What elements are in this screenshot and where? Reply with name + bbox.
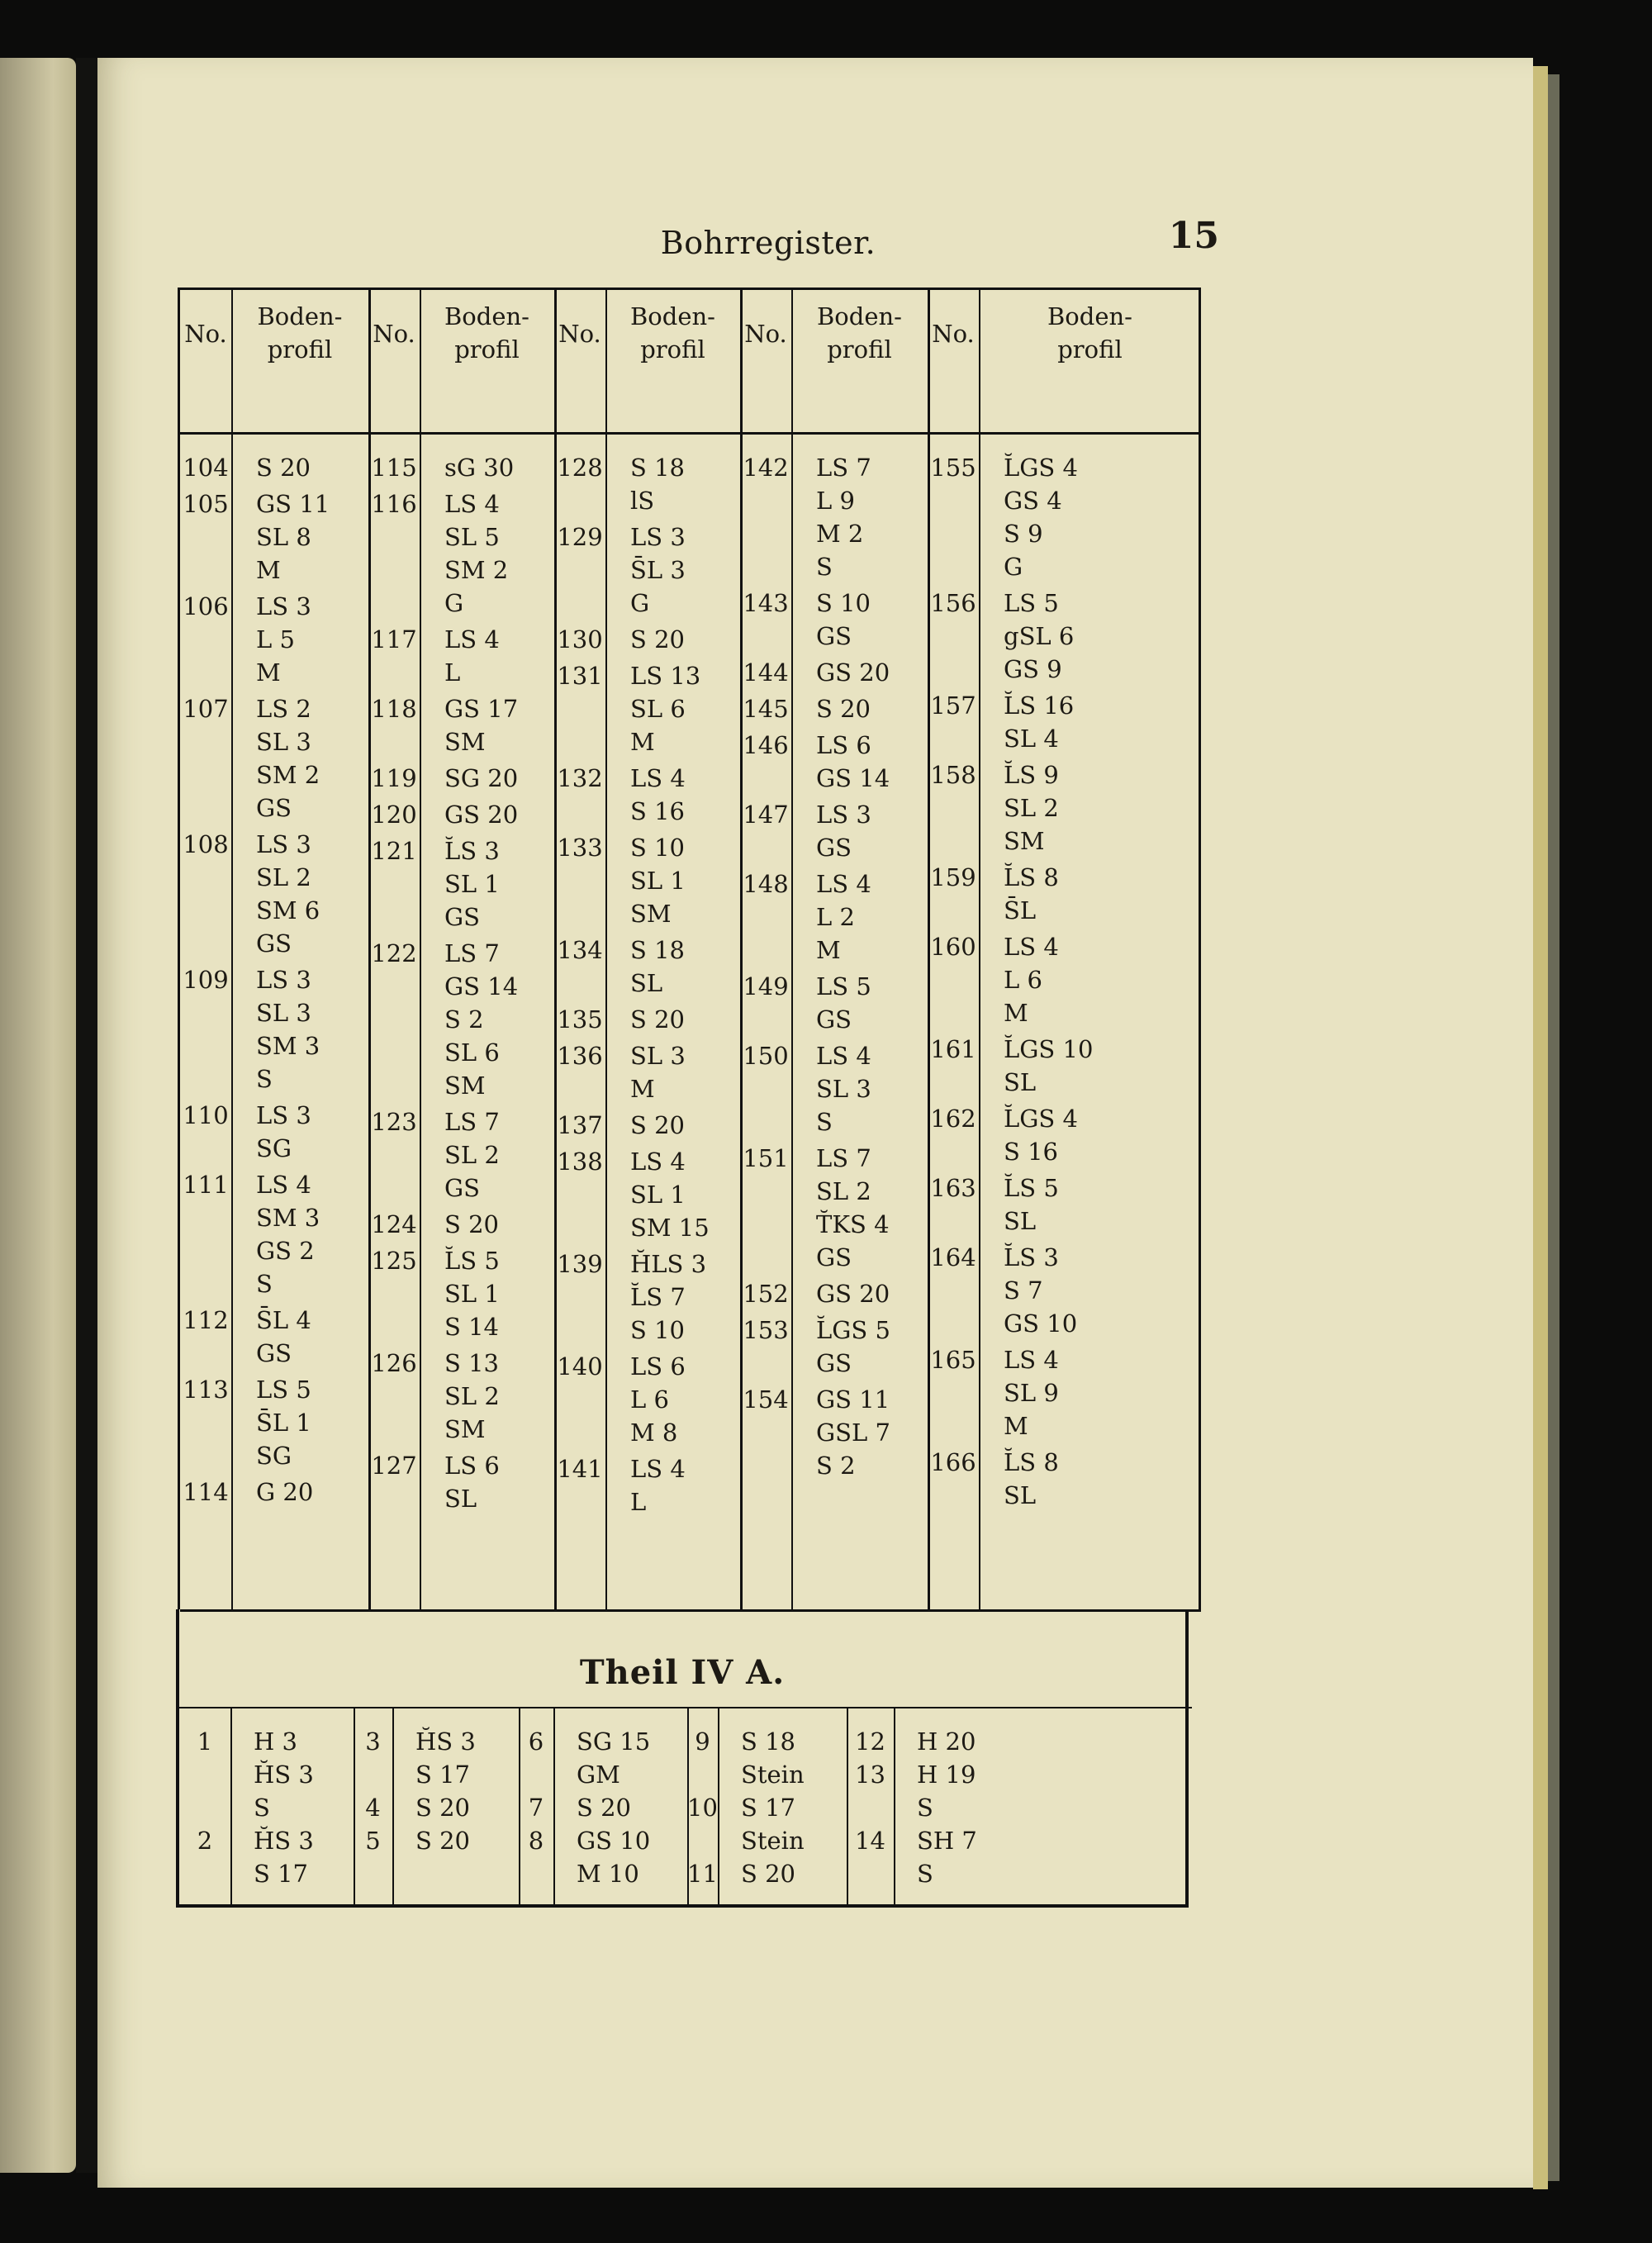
soil-profile-entry: GS 20 bbox=[444, 801, 519, 829]
soil-profile-entry: S 20 bbox=[577, 1794, 631, 1822]
page-number: 15 bbox=[1168, 215, 1219, 257]
soil-profile-entry: S 20 bbox=[444, 1210, 499, 1238]
boring-number: 144 bbox=[743, 658, 789, 687]
soil-profile-entry: SL 6 bbox=[630, 695, 686, 723]
boring-number: 105 bbox=[183, 490, 229, 518]
soil-profile-entry: Stein bbox=[741, 1761, 805, 1789]
column-rule bbox=[231, 290, 233, 1612]
soil-profile-entry: S 17 bbox=[415, 1761, 470, 1789]
soil-profile-entry: GS bbox=[256, 929, 292, 958]
soil-profile-entry: L̆S 8 bbox=[1004, 1448, 1059, 1476]
theil-rule bbox=[179, 1707, 1192, 1708]
soil-profile-entry: L 5 bbox=[256, 625, 295, 653]
boring-number: 153 bbox=[743, 1316, 789, 1344]
soil-profile-entry: S 14 bbox=[444, 1313, 499, 1341]
soil-profile-entry: M bbox=[630, 1075, 655, 1103]
soil-profile-entry: SM bbox=[1004, 827, 1045, 855]
soil-profile-entry: G bbox=[1004, 553, 1023, 581]
soil-profile-entry: GS 10 bbox=[577, 1827, 651, 1855]
boring-number: 163 bbox=[930, 1174, 976, 1202]
boring-number: 8 bbox=[528, 1827, 544, 1855]
boring-number: 154 bbox=[743, 1385, 789, 1414]
page-edge-right bbox=[1533, 66, 1548, 2189]
soil-profile-entry: sG 30 bbox=[444, 454, 515, 482]
soil-profile-entry: SM bbox=[630, 900, 672, 928]
book-gutter bbox=[76, 58, 99, 2173]
soil-profile-entry: SL 1 bbox=[444, 870, 500, 898]
soil-profile-entry: SM 3 bbox=[256, 1204, 320, 1232]
soil-profile-entry: GS 17 bbox=[444, 695, 519, 723]
soil-profile-entry: SL 8 bbox=[256, 523, 311, 551]
soil-profile-entry: S̄L 3 bbox=[630, 556, 686, 584]
boring-number: 2 bbox=[197, 1827, 213, 1855]
soil-profile-entry: LS 2 bbox=[256, 695, 311, 723]
boring-number: 146 bbox=[743, 731, 789, 759]
header-no: No. bbox=[744, 320, 787, 348]
soil-profile-entry: SM 2 bbox=[444, 556, 509, 584]
soil-profile-entry: G bbox=[444, 589, 464, 617]
soil-profile-entry: H̆S 3 bbox=[254, 1827, 314, 1855]
column-rule bbox=[791, 290, 793, 1612]
boring-number: 111 bbox=[183, 1171, 229, 1199]
header-bodenprofil: Boden- profil bbox=[444, 302, 529, 364]
boring-number: 9 bbox=[695, 1727, 710, 1756]
soil-profile-entry: S 7 bbox=[1004, 1276, 1043, 1304]
soil-profile-entry: SM 6 bbox=[256, 896, 320, 924]
soil-profile-entry: SL 2 bbox=[256, 863, 311, 891]
soil-profile-entry: LS 13 bbox=[630, 662, 701, 690]
boring-number: 134 bbox=[557, 936, 603, 964]
boring-number: 158 bbox=[930, 761, 976, 789]
soil-profile-entry: LS 4 bbox=[1004, 1346, 1059, 1374]
boring-number: 139 bbox=[557, 1250, 603, 1278]
soil-profile-entry: L̆S 5 bbox=[1004, 1174, 1059, 1202]
soil-profile-entry: SM 3 bbox=[256, 1032, 320, 1060]
soil-profile-entry: S 17 bbox=[254, 1860, 308, 1888]
boring-number: 166 bbox=[930, 1448, 976, 1476]
soil-profile-entry: S bbox=[256, 1270, 273, 1298]
soil-profile-entry: GS bbox=[816, 834, 852, 862]
header-no: No. bbox=[932, 320, 975, 348]
running-head: Bohrregister. bbox=[660, 225, 876, 261]
boring-number: 138 bbox=[557, 1148, 603, 1176]
soil-profile-entry: SL 1 bbox=[630, 867, 686, 895]
header-rule bbox=[180, 432, 1201, 435]
soil-profile-entry: M bbox=[816, 936, 841, 964]
soil-profile-entry: LS 7 bbox=[444, 939, 500, 967]
soil-profile-entry: S 20 bbox=[630, 1111, 685, 1139]
soil-profile-entry: S 10 bbox=[630, 834, 685, 862]
soil-profile-entry: S 10 bbox=[630, 1316, 685, 1344]
boring-number: 110 bbox=[183, 1101, 229, 1129]
soil-profile-entry: SM 2 bbox=[256, 761, 320, 789]
soil-profile-entry: LS 6 bbox=[816, 731, 871, 759]
boring-number: 141 bbox=[557, 1455, 603, 1483]
soil-profile-entry: GSL 7 bbox=[816, 1419, 890, 1447]
soil-profile-entry: S bbox=[256, 1065, 273, 1093]
column-rule bbox=[392, 1708, 394, 1908]
boring-number: 131 bbox=[557, 662, 603, 690]
soil-profile-entry: SL 1 bbox=[630, 1181, 686, 1209]
soil-profile-entry: H̆S 3 bbox=[254, 1761, 314, 1789]
soil-profile-entry: S 20 bbox=[816, 695, 871, 723]
boring-number: 165 bbox=[930, 1346, 976, 1374]
boring-number: 106 bbox=[183, 592, 229, 620]
boring-number: 162 bbox=[930, 1105, 976, 1133]
header-no: No. bbox=[558, 320, 601, 348]
soil-profile-entry: S 18 bbox=[630, 454, 685, 482]
soil-profile-entry: L bbox=[630, 1488, 647, 1516]
soil-profile-entry: SG bbox=[256, 1134, 292, 1162]
soil-profile-entry: H 3 bbox=[254, 1727, 297, 1756]
soil-profile-entry: GS 11 bbox=[816, 1385, 890, 1414]
soil-profile-entry: M 2 bbox=[816, 520, 864, 548]
soil-profile-entry: LS 4 bbox=[256, 1171, 311, 1199]
soil-profile-entry: LS 5 bbox=[1004, 589, 1059, 617]
soil-profile-entry: LS 4 bbox=[1004, 933, 1059, 961]
bohrregister-table bbox=[178, 288, 1201, 1609]
soil-profile-entry: SL 5 bbox=[444, 523, 500, 551]
soil-profile-entry: LS 4 bbox=[444, 490, 500, 518]
soil-profile-entry: L̆S 9 bbox=[1004, 761, 1059, 789]
soil-profile-entry: L̆S 7 bbox=[630, 1283, 686, 1311]
soil-profile-entry: L 2 bbox=[816, 903, 855, 931]
soil-profile-entry: S̄L 4 bbox=[256, 1306, 311, 1334]
soil-profile-entry: LS 5 bbox=[816, 972, 871, 1000]
boring-number: 114 bbox=[183, 1478, 229, 1506]
soil-profile-entry: LS 3 bbox=[256, 592, 311, 620]
soil-profile-entry: H 20 bbox=[917, 1727, 976, 1756]
boring-number: 129 bbox=[557, 523, 603, 551]
soil-profile-entry: S bbox=[816, 1108, 833, 1136]
soil-profile-entry: GS bbox=[816, 1349, 852, 1377]
soil-profile-entry: M bbox=[256, 658, 281, 687]
soil-profile-entry: SL 3 bbox=[256, 999, 311, 1027]
soil-profile-entry: SL bbox=[444, 1485, 477, 1513]
theil-heading: Theil IV A. bbox=[579, 1653, 786, 1692]
boring-number: 6 bbox=[528, 1727, 544, 1756]
boring-number: 136 bbox=[557, 1042, 603, 1070]
boring-number: 145 bbox=[743, 695, 789, 723]
soil-profile-entry: S 17 bbox=[741, 1794, 795, 1822]
header-bodenprofil: Boden- profil bbox=[630, 302, 715, 364]
boring-number: 3 bbox=[365, 1727, 381, 1756]
soil-profile-entry: M bbox=[630, 728, 655, 756]
soil-profile-entry: S 20 bbox=[415, 1827, 470, 1855]
soil-profile-entry: S 9 bbox=[1004, 520, 1043, 548]
soil-profile-entry: SM 15 bbox=[630, 1214, 710, 1242]
soil-profile-entry: GS bbox=[256, 794, 292, 822]
boring-number: 127 bbox=[371, 1452, 417, 1480]
boring-number: 143 bbox=[743, 589, 789, 617]
soil-profile-entry: GS 14 bbox=[444, 972, 519, 1000]
boring-number: 10 bbox=[687, 1794, 718, 1822]
soil-profile-entry: LS 4 bbox=[630, 764, 686, 792]
soil-profile-entry: SG 20 bbox=[444, 764, 519, 792]
soil-profile-entry: S 13 bbox=[444, 1349, 499, 1377]
soil-profile-entry: SL 1 bbox=[444, 1280, 500, 1308]
boring-number: 142 bbox=[743, 454, 789, 482]
soil-profile-entry: L̆S 5 bbox=[444, 1247, 500, 1275]
boring-number: 107 bbox=[183, 695, 229, 723]
boring-number: 128 bbox=[557, 454, 603, 482]
header-no: No. bbox=[184, 320, 227, 348]
soil-profile-entry: LS 7 bbox=[816, 1144, 871, 1172]
boring-number: 12 bbox=[855, 1727, 885, 1756]
boring-number: 119 bbox=[371, 764, 417, 792]
column-rule bbox=[979, 290, 980, 1612]
soil-profile-entry: SL bbox=[1004, 1207, 1037, 1235]
soil-profile-entry: LS 7 bbox=[816, 454, 871, 482]
boring-number: 149 bbox=[743, 972, 789, 1000]
soil-profile-entry: GS 11 bbox=[256, 490, 330, 518]
soil-profile-entry: H̆LS 3 bbox=[630, 1250, 707, 1278]
soil-profile-entry: T̆KS 4 bbox=[816, 1210, 890, 1238]
soil-profile-entry: H̆S 3 bbox=[415, 1727, 476, 1756]
soil-profile-entry: S bbox=[816, 553, 833, 581]
soil-profile-entry: GS 10 bbox=[1004, 1309, 1078, 1338]
boring-number: 132 bbox=[557, 764, 603, 792]
boring-number: 164 bbox=[930, 1243, 976, 1271]
boring-number: 133 bbox=[557, 834, 603, 862]
soil-profile-entry: SM bbox=[444, 1415, 486, 1443]
soil-profile-entry: LS 4 bbox=[444, 625, 500, 653]
boring-number: 159 bbox=[930, 863, 976, 891]
header-bodenprofil: Boden- profil bbox=[257, 302, 343, 364]
soil-profile-entry: S bbox=[917, 1860, 933, 1888]
soil-profile-entry: SH 7 bbox=[917, 1827, 977, 1855]
column-rule bbox=[718, 1708, 719, 1908]
boring-number: 11 bbox=[687, 1860, 718, 1888]
boring-number: 113 bbox=[183, 1376, 229, 1404]
soil-profile-entry: S bbox=[917, 1794, 933, 1822]
soil-profile-entry: SL 9 bbox=[1004, 1379, 1059, 1407]
boring-number: 4 bbox=[365, 1794, 381, 1822]
soil-profile-entry: SL 6 bbox=[444, 1038, 500, 1067]
boring-number: 112 bbox=[183, 1306, 229, 1334]
boring-number: 160 bbox=[930, 933, 976, 961]
soil-profile-entry: GS bbox=[816, 1005, 852, 1034]
soil-profile-entry: LS 3 bbox=[816, 801, 871, 829]
boring-number: 147 bbox=[743, 801, 789, 829]
soil-profile-entry: LS 4 bbox=[816, 1042, 871, 1070]
soil-profile-entry: SM bbox=[444, 728, 486, 756]
column-rule bbox=[230, 1708, 232, 1908]
boring-number: 7 bbox=[528, 1794, 544, 1822]
soil-profile-entry: H 19 bbox=[917, 1761, 976, 1789]
boring-number: 150 bbox=[743, 1042, 789, 1070]
soil-profile-entry: LS 3 bbox=[256, 830, 311, 858]
soil-profile-entry: SL bbox=[1004, 1481, 1037, 1509]
soil-profile-entry: GS 20 bbox=[816, 1280, 890, 1308]
column-rule bbox=[553, 1708, 555, 1908]
soil-profile-entry: S 20 bbox=[741, 1860, 795, 1888]
boring-number: 157 bbox=[930, 691, 976, 720]
soil-profile-entry: SG bbox=[256, 1442, 292, 1470]
soil-profile-entry: LS 6 bbox=[630, 1352, 686, 1380]
soil-profile-entry: LS 6 bbox=[444, 1452, 500, 1480]
soil-profile-entry: lS bbox=[630, 487, 655, 515]
soil-profile-entry: S 20 bbox=[256, 454, 311, 482]
soil-profile-entry: S 2 bbox=[444, 1005, 484, 1034]
soil-profile-entry: GS 4 bbox=[1004, 487, 1062, 515]
boring-number: 104 bbox=[183, 454, 229, 482]
soil-profile-entry: S̄L bbox=[1004, 896, 1037, 924]
soil-profile-entry: L̆S 8 bbox=[1004, 863, 1059, 891]
soil-profile-entry: L 6 bbox=[1004, 966, 1042, 994]
boring-number: 14 bbox=[855, 1827, 885, 1855]
soil-profile-entry: LS 7 bbox=[444, 1108, 500, 1136]
boring-number: 140 bbox=[557, 1352, 603, 1380]
soil-profile-entry: L̆GS 5 bbox=[816, 1316, 890, 1344]
theil-iva-table bbox=[176, 1609, 1189, 1908]
soil-profile-entry: L̆S 3 bbox=[1004, 1243, 1059, 1271]
book-cover-edge bbox=[1548, 74, 1559, 2181]
soil-profile-entry: LS 4 bbox=[630, 1455, 686, 1483]
adjacent-page-edge bbox=[0, 58, 76, 2173]
boring-number: 151 bbox=[743, 1144, 789, 1172]
soil-profile-entry: S̄L 1 bbox=[256, 1409, 311, 1437]
soil-profile-entry: GS bbox=[816, 622, 852, 650]
boring-number: 1 bbox=[197, 1727, 213, 1756]
boring-number: 13 bbox=[855, 1761, 885, 1789]
boring-number: 121 bbox=[371, 837, 417, 865]
boring-number: 108 bbox=[183, 830, 229, 858]
soil-profile-entry: M 8 bbox=[630, 1419, 678, 1447]
soil-profile-entry: L 9 bbox=[816, 487, 855, 515]
soil-profile-entry: SL 2 bbox=[816, 1177, 871, 1205]
soil-profile-entry: S 16 bbox=[1004, 1138, 1058, 1166]
soil-profile-entry: S 18 bbox=[630, 936, 685, 964]
column-rule bbox=[420, 290, 421, 1612]
soil-profile-entry: Stein bbox=[741, 1827, 805, 1855]
soil-profile-entry: LS 5 bbox=[256, 1376, 311, 1404]
soil-profile-entry: M bbox=[256, 556, 281, 584]
boring-number: 125 bbox=[371, 1247, 417, 1275]
soil-profile-entry: SL bbox=[630, 969, 663, 997]
boring-number: 109 bbox=[183, 966, 229, 994]
soil-profile-entry: L̆GS 4 bbox=[1004, 1105, 1078, 1133]
soil-profile-entry: SL 2 bbox=[444, 1382, 500, 1410]
soil-profile-entry: gSL 6 bbox=[1004, 622, 1075, 650]
soil-profile-entry: G 20 bbox=[256, 1478, 314, 1506]
soil-profile-entry: GS 20 bbox=[816, 658, 890, 687]
soil-profile-entry: S 20 bbox=[415, 1794, 470, 1822]
soil-profile-entry: S bbox=[254, 1794, 270, 1822]
soil-profile-entry: LS 4 bbox=[816, 870, 871, 898]
boring-number: 135 bbox=[557, 1005, 603, 1034]
soil-profile-entry: S 16 bbox=[630, 797, 685, 825]
boring-number: 155 bbox=[930, 454, 976, 482]
soil-profile-entry: GS bbox=[444, 1174, 481, 1202]
soil-profile-entry: SL 3 bbox=[816, 1075, 871, 1103]
soil-profile-entry: S 10 bbox=[816, 589, 871, 617]
boring-number: 120 bbox=[371, 801, 417, 829]
soil-profile-entry: GS bbox=[256, 1339, 292, 1367]
soil-profile-entry: GS 9 bbox=[1004, 655, 1062, 683]
soil-profile-entry: L̆GS 4 bbox=[1004, 454, 1078, 482]
boring-number: 5 bbox=[365, 1827, 381, 1855]
soil-profile-entry: L̆GS 10 bbox=[1004, 1035, 1094, 1063]
boring-number: 116 bbox=[371, 490, 417, 518]
boring-number: 152 bbox=[743, 1280, 789, 1308]
boring-number: 124 bbox=[371, 1210, 417, 1238]
soil-profile-entry: SL bbox=[1004, 1068, 1037, 1096]
soil-profile-entry: S 2 bbox=[816, 1452, 856, 1480]
column-rule bbox=[605, 290, 607, 1612]
soil-profile-entry: GS 2 bbox=[256, 1237, 315, 1265]
boring-number: 122 bbox=[371, 939, 417, 967]
soil-profile-entry: SL 3 bbox=[630, 1042, 686, 1070]
boring-number: 118 bbox=[371, 695, 417, 723]
soil-profile-entry: G bbox=[630, 589, 650, 617]
boring-number: 137 bbox=[557, 1111, 603, 1139]
boring-number: 148 bbox=[743, 870, 789, 898]
boring-number: 117 bbox=[371, 625, 417, 653]
soil-profile-entry: S 18 bbox=[741, 1727, 795, 1756]
boring-number: 115 bbox=[371, 454, 417, 482]
soil-profile-entry: M 10 bbox=[577, 1860, 639, 1888]
header-no: No. bbox=[373, 320, 415, 348]
soil-profile-entry: LS 4 bbox=[630, 1148, 686, 1176]
soil-profile-entry: LS 3 bbox=[630, 523, 686, 551]
soil-profile-entry: GS 14 bbox=[816, 764, 890, 792]
soil-profile-entry: L̆S 3 bbox=[444, 837, 500, 865]
soil-profile-entry: L 6 bbox=[630, 1385, 669, 1414]
boring-number: 130 bbox=[557, 625, 603, 653]
soil-profile-entry: SG 15 bbox=[577, 1727, 651, 1756]
header-bodenprofil: Boden- profil bbox=[817, 302, 902, 364]
soil-profile-entry: SL 2 bbox=[444, 1141, 500, 1169]
soil-profile-entry: LS 3 bbox=[256, 1101, 311, 1129]
soil-profile-entry: SL 3 bbox=[256, 728, 311, 756]
boring-number: 161 bbox=[930, 1035, 976, 1063]
soil-profile-entry: LS 3 bbox=[256, 966, 311, 994]
soil-profile-entry: S 20 bbox=[630, 625, 685, 653]
soil-profile-entry: M bbox=[1004, 999, 1028, 1027]
soil-profile-entry: SM bbox=[444, 1072, 486, 1100]
soil-profile-entry: L̆S 16 bbox=[1004, 691, 1075, 720]
soil-profile-entry: GM bbox=[577, 1761, 620, 1789]
soil-profile-entry: M bbox=[1004, 1412, 1028, 1440]
soil-profile-entry: S 20 bbox=[630, 1005, 685, 1034]
soil-profile-entry: GS bbox=[816, 1243, 852, 1271]
boring-number: 156 bbox=[930, 589, 976, 617]
soil-profile-entry: SL 2 bbox=[1004, 794, 1059, 822]
soil-profile-entry: SL 4 bbox=[1004, 725, 1059, 753]
soil-profile-entry: GS bbox=[444, 903, 481, 931]
header-bodenprofil: Boden- profil bbox=[1047, 302, 1132, 364]
boring-number: 123 bbox=[371, 1108, 417, 1136]
soil-profile-entry: L bbox=[444, 658, 461, 687]
column-rule bbox=[894, 1708, 895, 1908]
boring-number: 126 bbox=[371, 1349, 417, 1377]
